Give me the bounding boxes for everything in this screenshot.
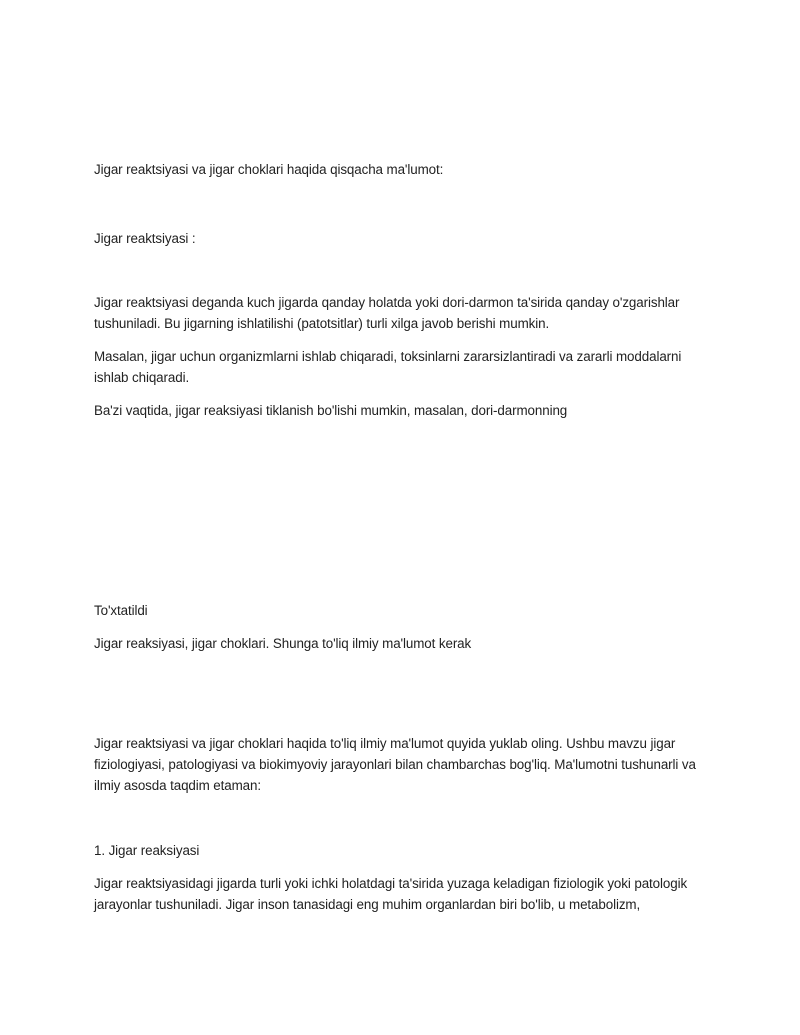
paragraph-recovery: Ba'zi vaqtida, jigar reaksiyasi tiklanish bo'lishi mumkin, masalan, dori-darmonning xyxy=(94,403,568,418)
section-heading-reaction: Jigar reaktsiyasi : xyxy=(94,231,196,246)
stopped-note: To'xtatildi xyxy=(94,603,148,618)
section-heading-1: 1. Jigar reaksiyasi xyxy=(94,843,200,858)
intro-heading: Jigar reaktsiyasi va jigar choklari haqida qisqacha ma'lumot: xyxy=(94,162,444,177)
paragraph-overview: Jigar reaktsiyasi va jigar choklari haqida to'liq ilmiy ma'lumot quyida yuklab oling. Ushbu mavzu jigar fiziologiyasi, patologiyasi va biokimyoviy jarayonlari bilan chambarchas bog'liq. Ma'lumotni tushunarli va ilmiy asosda taqdim etaman: xyxy=(94,736,696,793)
paragraph-definition: Jigar reaktsiyasi deganda kuch jigarda qanday holatda yoki dori-darmon ta'sirida qanday o'zgarishlar tushuniladi. Bu jigarning ishlatilishi (patotsitlar) turli xilga javob berishi mumkin. xyxy=(94,295,680,331)
user-request: Jigar reaksiyasi, jigar choklari. Shunga to'liq ilmiy ma'lumot kerak xyxy=(94,636,472,651)
paragraph-section-1: Jigar reaktsiyasidagi jigarda turli yoki ichki holatdagi ta'sirida yuzaga keladigan fiziologik yoki patologik jarayonlar tushuniladi. Jigar inson tanasidagi eng muhim organlardan biri bo'lib, u metabolizm, xyxy=(94,876,688,912)
paragraph-example: Masalan, jigar uchun organizmlarni ishlab chiqaradi, toksinlarni zararsizlantiradi va zararli moddalarni ishlab chiqaradi. xyxy=(94,349,682,385)
